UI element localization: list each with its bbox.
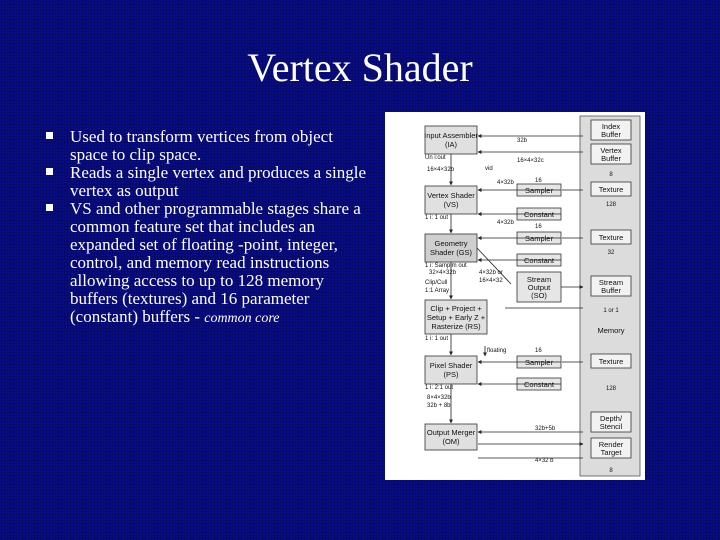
memory-vertex-buffer — [591, 144, 631, 164]
stage-label: Clip + Project + — [430, 304, 482, 313]
stage-label: (IA) — [444, 140, 458, 149]
annotation: floating — [487, 348, 507, 354]
memory-label: Stream — [598, 278, 624, 287]
stage-rasterizer — [425, 300, 487, 334]
memory-index-buffer — [591, 120, 631, 140]
pipeline-diagram — [385, 112, 645, 480]
stage-vertex-shader — [425, 186, 477, 214]
resource-label: Output — [527, 283, 551, 292]
annotation: 8×4×32b — [427, 395, 451, 401]
memory-label: Texture — [598, 233, 624, 242]
annotation: 16×4×32 — [479, 278, 503, 284]
annotation: 4×32b or — [479, 270, 503, 276]
square-bullet-icon — [46, 204, 53, 211]
annotation: vid — [485, 166, 493, 172]
annotation: 4×32 b — [535, 458, 554, 464]
stage-pixel-shader — [425, 356, 477, 384]
bullet-emphasis: common core — [204, 311, 280, 326]
stage-label: Rasterize (RS) — [431, 322, 481, 331]
annotation: 32b+5b — [535, 426, 556, 432]
stage-label: Pixel Shader — [429, 361, 473, 370]
memory-texture-vs — [591, 182, 631, 196]
annotation: 16 — [535, 224, 542, 230]
annotation: 4×32b — [497, 220, 514, 226]
memory-label: Buffer — [601, 286, 621, 295]
slide-title: Vertex Shader — [247, 45, 473, 90]
annotation: 16×4×32b — [427, 167, 455, 173]
memory-label: Buffer — [601, 154, 621, 163]
memory-depth-stencil — [591, 412, 631, 432]
resource-label: Constant — [523, 380, 555, 389]
resource-label: Sampler — [525, 358, 553, 367]
stage-note: 1 i: 1 out — [425, 336, 449, 342]
resource-label: Stream — [526, 275, 552, 284]
stage-label: Input Assembler — [424, 131, 478, 140]
annotation: 4×32b — [497, 180, 514, 186]
annotation: 8 — [609, 172, 613, 178]
memory-label: Render — [598, 440, 624, 449]
memory-render-target — [591, 438, 631, 458]
stage-label: Geometry — [434, 239, 468, 248]
annotation: 8 — [609, 468, 613, 474]
memory-texture-gs — [591, 230, 631, 244]
memory-label: Texture — [598, 185, 624, 194]
memory-texture-ps — [591, 354, 631, 368]
resource-label: Sampler — [525, 186, 553, 195]
memory-label: Vertex — [600, 146, 622, 155]
stage-note: Un i:out — [425, 155, 446, 161]
memory-label: Target — [600, 448, 622, 457]
annotation: 1 or 1 — [603, 308, 619, 314]
bullet-item — [46, 200, 366, 328]
stage-label: (PS) — [443, 370, 459, 379]
annotation: 128 — [605, 386, 617, 392]
annotation: 16×4×32c — [517, 158, 544, 164]
stage-label: Shader (GS) — [429, 248, 473, 257]
memory-label: Index — [601, 122, 621, 131]
resource-label: Constant — [523, 256, 555, 265]
bullet-item — [46, 164, 366, 200]
stage-input-assembler — [424, 126, 478, 154]
bullet-list — [46, 128, 366, 328]
stage-note: 1 i: 1 out — [425, 215, 449, 221]
stage-note: 1 i: 2:1 out — [425, 385, 454, 391]
stage-output-merger — [425, 424, 477, 450]
resource-stream-output — [517, 272, 561, 302]
stage-label: Output Merger — [426, 428, 476, 437]
memory-stream-buffer — [591, 276, 631, 296]
annotation: 32b — [517, 138, 528, 144]
bullet-text: Used to transform vertices from object space to clip space. — [70, 127, 333, 164]
annotation: 32×4×32b — [429, 270, 457, 276]
resource-label: (SO) — [531, 291, 547, 300]
memory-label: Depth/ — [599, 414, 623, 423]
annotation: 32 — [607, 250, 615, 256]
memory-label: Memory — [597, 326, 625, 335]
stage-note: 1:1 Array — [425, 288, 450, 294]
annotation: 32b + 8b — [427, 403, 451, 409]
stage-note: Clip/Cull — [425, 280, 448, 286]
bullet-item — [46, 128, 366, 164]
annotation: 16 — [535, 178, 542, 184]
square-bullet-icon — [46, 132, 53, 139]
annotation: 16 — [535, 348, 542, 354]
memory-label: Buffer — [601, 130, 621, 139]
bullet-text: Reads a single vertex and produces a single vertex as output — [70, 163, 366, 200]
stage-label: Vertex Shader — [427, 191, 475, 200]
stage-label: Setup + Early Z + — [426, 313, 486, 322]
stage-label: (OM) — [442, 437, 460, 446]
memory-label: Texture — [598, 357, 624, 366]
stage-note: 1 i: Samplm out — [425, 263, 467, 269]
resource-label: Constant — [523, 210, 555, 219]
annotation: 128 — [605, 202, 617, 208]
square-bullet-icon — [46, 168, 53, 175]
memory-label: Stencil — [599, 422, 623, 431]
stage-label: (VS) — [443, 200, 459, 209]
bullet-text: VS and other programmable stages share a common feature set that includes an expanded set of floating -point, integer, control, and memory read instructions allowing access to up to 128 memory buffers (textures) and 16 parameter (constant) buffers - — [70, 199, 361, 326]
pipeline-diagram-svg — [385, 112, 645, 480]
resource-label: Sampler — [525, 234, 553, 243]
stage-geometry-shader — [425, 234, 477, 262]
